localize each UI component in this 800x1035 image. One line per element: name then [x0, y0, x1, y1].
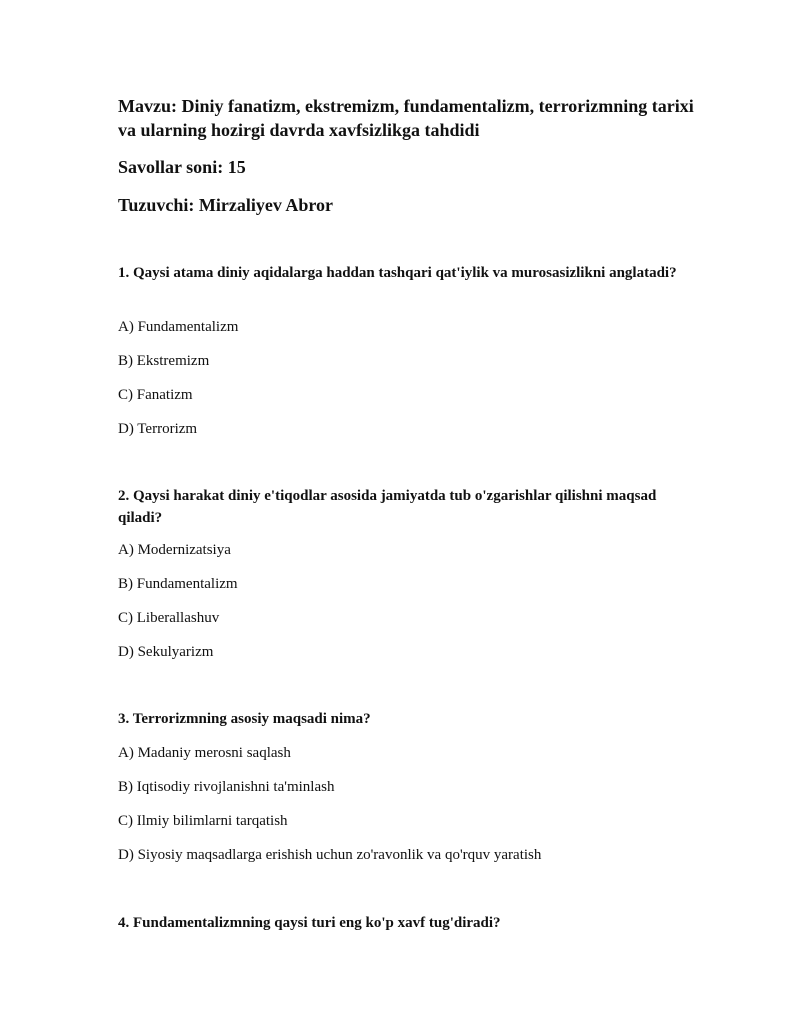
question-3-option-a: A) Madaniy merosni saqlash [118, 745, 291, 761]
question-count: Savollar soni: 15 [118, 157, 246, 177]
question-3-title: 3. Terrorizmning asosiy maqsadi nima? [118, 711, 371, 727]
question-2-option-b: B) Fundamentalizm [118, 576, 238, 592]
question-1-option-b: B) Ekstremizm [118, 353, 210, 369]
document-topic: Mavzu: Diniy fanatizm, ekstremizm, fundamentalizm, terrorizmning tarixi va ularning hozirgi davrda xavfsizlikga tahdidi [118, 96, 694, 140]
question-1-option-c: C) Fanatizm [118, 387, 193, 403]
author-line: Tuzuvchi: Mirzaliyev Abror [118, 195, 333, 215]
question-3-option-c: C) Ilmiy bilimlarni tarqatish [118, 813, 288, 829]
question-1-option-a: A) Fundamentalizm [118, 319, 239, 335]
question-3-option-d: D) Siyosiy maqsadlarga erishish uchun zo'ravonlik va qo'rquv yaratish [118, 847, 542, 863]
question-2-title: 2. Qaysi harakat diniy e'tiqodlar asosida jamiyatda tub o'zgarishlar qilishni maqsad qiladi? [118, 488, 657, 526]
question-2-option-d: D) Sekulyarizm [118, 644, 214, 660]
question-2-option-a: A) Modernizatsiya [118, 542, 231, 558]
question-4-title: 4. Fundamentalizmning qaysi turi eng ko'p xavf tug'diradi? [118, 915, 501, 931]
question-1-option-d: D) Terrorizm [118, 421, 198, 437]
question-1-title: 1. Qaysi atama diniy aqidalarga haddan tashqari qat'iylik va murosasizlikni anglatadi? [118, 265, 677, 281]
question-2-option-c: C) Liberallashuv [118, 610, 220, 626]
question-3-option-b: B) Iqtisodiy rivojlanishni ta'minlash [118, 779, 335, 795]
